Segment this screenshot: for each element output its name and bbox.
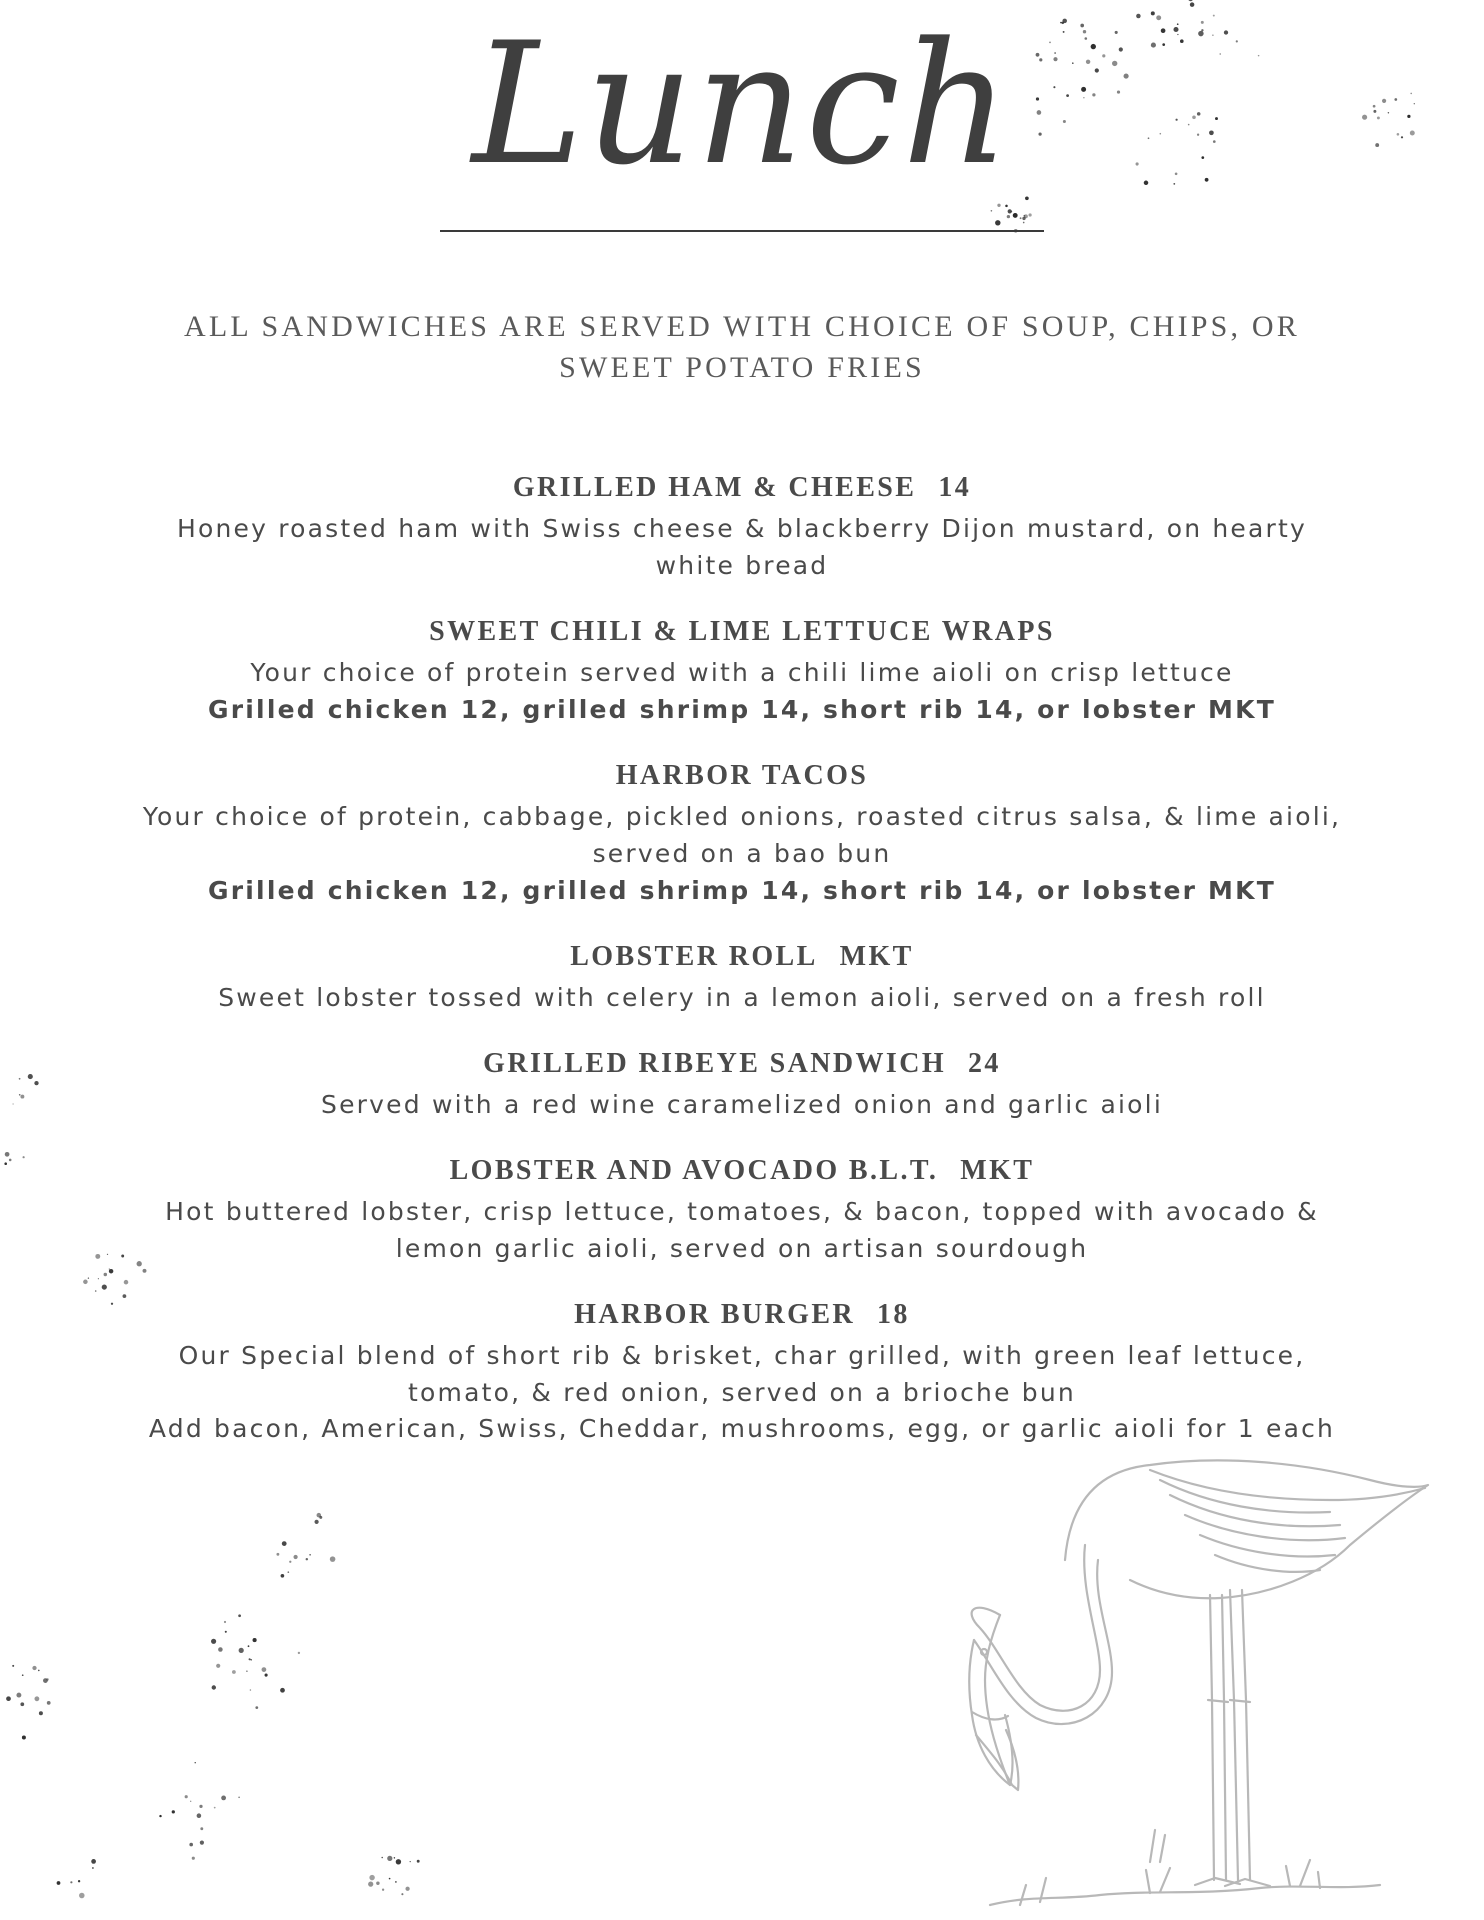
ink-speckle [381, 1857, 383, 1859]
ink-speckle [43, 1678, 48, 1683]
ink-speckle [79, 1893, 85, 1899]
ink-speckle [172, 1810, 175, 1813]
ink-speckle [1151, 11, 1155, 15]
ink-speckle [109, 1269, 113, 1273]
ink-speckle [159, 1815, 161, 1817]
ink-speckle [32, 1666, 36, 1670]
ink-speckle [200, 1827, 203, 1830]
item-price: MKT [839, 941, 914, 972]
menu-item [142, 935, 1342, 1016]
ink-speckle [238, 1614, 241, 1617]
menu-title: Lunch [471, 6, 1013, 202]
ink-speckle [22, 1736, 26, 1740]
title-divider [440, 230, 1044, 232]
ink-speckle [104, 1273, 107, 1276]
ink-speckle [12, 1665, 14, 1667]
item-options: Grilled chicken 12, grilled shrimp 14, short rib 14, or lobster MKT [208, 695, 1276, 724]
ink-speckle [394, 1857, 395, 1858]
ink-speckle [1190, 2, 1195, 7]
ink-speckle [57, 1881, 61, 1885]
ink-speckle [189, 1843, 193, 1847]
ink-speckle [121, 1255, 124, 1258]
ink-speckle [95, 1290, 97, 1292]
ink-speckle [991, 210, 993, 212]
ink-speckle [368, 1881, 373, 1886]
ink-speckle [197, 1813, 202, 1818]
item-price: 14 [938, 472, 972, 503]
menu-items [142, 466, 1342, 1472]
ink-speckle [34, 1696, 39, 1701]
ink-speckle [91, 1859, 96, 1864]
ink-speckle [19, 1094, 21, 1096]
ink-speckle [211, 1639, 216, 1644]
item-name: LOBSTER ROLL [570, 941, 818, 972]
ink-speckle [16, 1693, 21, 1698]
ink-speckle [95, 1254, 100, 1259]
item-name: LOBSTER AND AVOCADO B.L.T. [449, 1155, 939, 1186]
ink-speckle [306, 1558, 308, 1560]
item-title [142, 1149, 1342, 1193]
ink-speckle [185, 1795, 188, 1798]
ink-speckle [221, 1795, 226, 1800]
ink-speckle [102, 1285, 107, 1290]
ink-speckle [98, 1278, 99, 1279]
ink-speckle [39, 1711, 43, 1715]
ink-speckle [1136, 14, 1140, 18]
item-title [142, 610, 1342, 654]
menu-item [142, 1042, 1342, 1123]
flamingo-illustration [969, 1460, 1428, 1905]
ink-speckle [232, 1670, 236, 1674]
ink-speckle [1008, 209, 1012, 213]
item-price: MKT [960, 1155, 1035, 1186]
ink-speckle [47, 1701, 51, 1705]
ink-speckle [238, 1796, 240, 1798]
item-price: 18 [877, 1299, 910, 1330]
ink-speckle [246, 1670, 248, 1672]
ink-speckle [5, 1152, 10, 1157]
item-title [142, 754, 1342, 798]
ink-speckle [124, 1280, 129, 1285]
ink-speckle [239, 1648, 244, 1653]
ink-speckle [12, 1103, 13, 1104]
item-description: Hot buttered lobster, crisp lettuce, tomatoes, & bacon, topped with avocado & lemon garlic aioli, served on artisan sourdough [165, 1197, 1319, 1263]
ink-speckle [9, 1159, 12, 1162]
ink-speckle [34, 1081, 38, 1085]
ink-speckle [405, 1887, 409, 1891]
ink-speckle [387, 1856, 392, 1861]
ink-speckle [995, 220, 1000, 225]
ink-speckle [1007, 215, 1010, 218]
ink-speckle [92, 1867, 94, 1869]
ink-speckle [22, 1674, 24, 1676]
ink-speckle [23, 1156, 25, 1158]
menu-item [142, 1293, 1342, 1446]
ink-speckle [280, 1688, 285, 1693]
ink-speckle [199, 1805, 202, 1808]
item-description: Your choice of protein, cabbage, pickled onions, roasted citrus salsa, & lime aioli, served on a bao bun [142, 802, 1342, 868]
ink-speckle [317, 1513, 322, 1518]
ink-speckle [262, 1667, 267, 1672]
ink-speckle [195, 1762, 196, 1763]
menu-item [142, 466, 1342, 584]
item-title [142, 1293, 1342, 1337]
item-description: Served with a red wine caramelized onion and garlic aioli [321, 1090, 1163, 1119]
ink-speckle [1013, 213, 1018, 218]
ink-speckle [288, 1571, 290, 1573]
ink-speckle [1213, 15, 1215, 17]
ink-speckle [19, 1078, 21, 1080]
ink-speckle [28, 1074, 33, 1079]
ink-speckle [314, 1520, 318, 1524]
ink-speckle [212, 1685, 216, 1689]
menu-item [142, 1149, 1342, 1267]
item-options: Grilled chicken 12, grilled shrimp 14, short rib 14, or lobster MKT [208, 876, 1276, 905]
ink-speckle [111, 1303, 113, 1305]
item-addon: Add bacon, American, Swiss, Cheddar, mushrooms, egg, or garlic aioli for 1 each [148, 1414, 1336, 1443]
ink-speckle [319, 1516, 322, 1519]
ink-speckle [395, 1881, 397, 1883]
ink-speckle [1011, 211, 1013, 213]
item-description: Honey roasted ham with Swiss cheese & blackberry Dijon mustard, on hearty white bread [176, 514, 1308, 580]
ink-speckle [70, 1881, 72, 1883]
ink-speckle [265, 1674, 268, 1677]
ink-speckle [38, 1670, 40, 1672]
item-title [142, 1042, 1342, 1086]
ink-speckle [289, 1561, 291, 1563]
ink-speckle [1023, 215, 1025, 217]
ink-speckle [1188, 0, 1193, 1]
ink-speckle [293, 1555, 297, 1559]
ink-speckle [253, 1638, 257, 1642]
ink-speckle [6, 1696, 11, 1701]
menu-item [142, 610, 1342, 728]
ink-speckle [250, 1659, 252, 1661]
ink-speckle [1028, 213, 1031, 216]
ink-speckle [997, 204, 1000, 207]
ink-speckle [107, 1254, 108, 1255]
ink-speckle [330, 1556, 336, 1562]
ink-speckle [276, 1553, 279, 1556]
ink-speckle [309, 1554, 311, 1556]
ink-speckle [1022, 217, 1025, 220]
ink-speckle [382, 1889, 384, 1891]
ink-speckle [298, 1652, 300, 1654]
ink-speckle [192, 1857, 195, 1860]
ink-speckle [1023, 222, 1025, 224]
item-name: GRILLED HAM & CHEESE [512, 472, 917, 503]
ink-speckle [4, 1162, 7, 1165]
ink-speckle [248, 1645, 250, 1647]
ink-speckle [20, 1095, 24, 1099]
item-description: Sweet lobster tossed with celery in a lemon aioli, served on a fresh roll [218, 983, 1266, 1012]
item-name: SWEET CHILI & LIME LETTUCE WRAPS [429, 616, 1055, 647]
ink-speckle [369, 1875, 374, 1880]
ink-speckle [190, 1801, 191, 1802]
ink-speckle [255, 1706, 258, 1709]
item-title [142, 935, 1342, 979]
ink-speckle [410, 1861, 411, 1862]
ink-speckle [250, 1689, 252, 1691]
menu-intro: ALL SANDWICHES ARE SERVED WITH CHOICE OF SOUP, CHIPS, OR SWEET POTATO FRIES [183, 310, 1301, 384]
ink-speckle [389, 1878, 391, 1880]
ink-speckle [1025, 196, 1029, 200]
ink-speckle [109, 1268, 110, 1269]
ink-speckle [83, 1280, 88, 1285]
item-description: Your choice of protein served with a chili lime aioli on crisp lettuce [250, 658, 1234, 687]
item-price: 24 [968, 1048, 1001, 1079]
item-name: HARBOR BURGER [574, 1299, 856, 1330]
ink-speckle [216, 1664, 220, 1668]
ink-speckle [20, 1702, 24, 1706]
item-name: HARBOR TACOS [615, 760, 869, 791]
ink-speckle [78, 1880, 80, 1882]
ink-speckle [225, 1631, 227, 1633]
item-title [142, 466, 1342, 510]
ink-speckle [249, 1658, 251, 1660]
ink-speckle [214, 1807, 216, 1809]
ink-speckle [200, 1841, 204, 1845]
ink-speckle [88, 1277, 89, 1278]
ink-speckle [396, 1859, 401, 1864]
ink-speckle [1005, 205, 1008, 208]
ink-speckle [1024, 214, 1028, 218]
ink-speckle [46, 1678, 48, 1680]
ink-speckle [281, 1574, 285, 1578]
menu-item [142, 754, 1342, 909]
ink-speckle [401, 1893, 403, 1895]
item-name: GRILLED RIBEYE SANDWICH [483, 1048, 947, 1079]
ink-speckle [218, 1647, 223, 1652]
ink-speckle [123, 1294, 127, 1298]
ink-speckle [417, 1860, 420, 1863]
ink-speckle [376, 1882, 379, 1885]
ink-speckle [1020, 217, 1022, 219]
item-description: Our Special blend of short rib & brisket, char grilled, with green leaf lettuce, tomato, & red onion, served on a brioche bun [178, 1341, 1306, 1407]
ink-speckle [282, 1541, 287, 1546]
ink-speckle [224, 1621, 226, 1623]
